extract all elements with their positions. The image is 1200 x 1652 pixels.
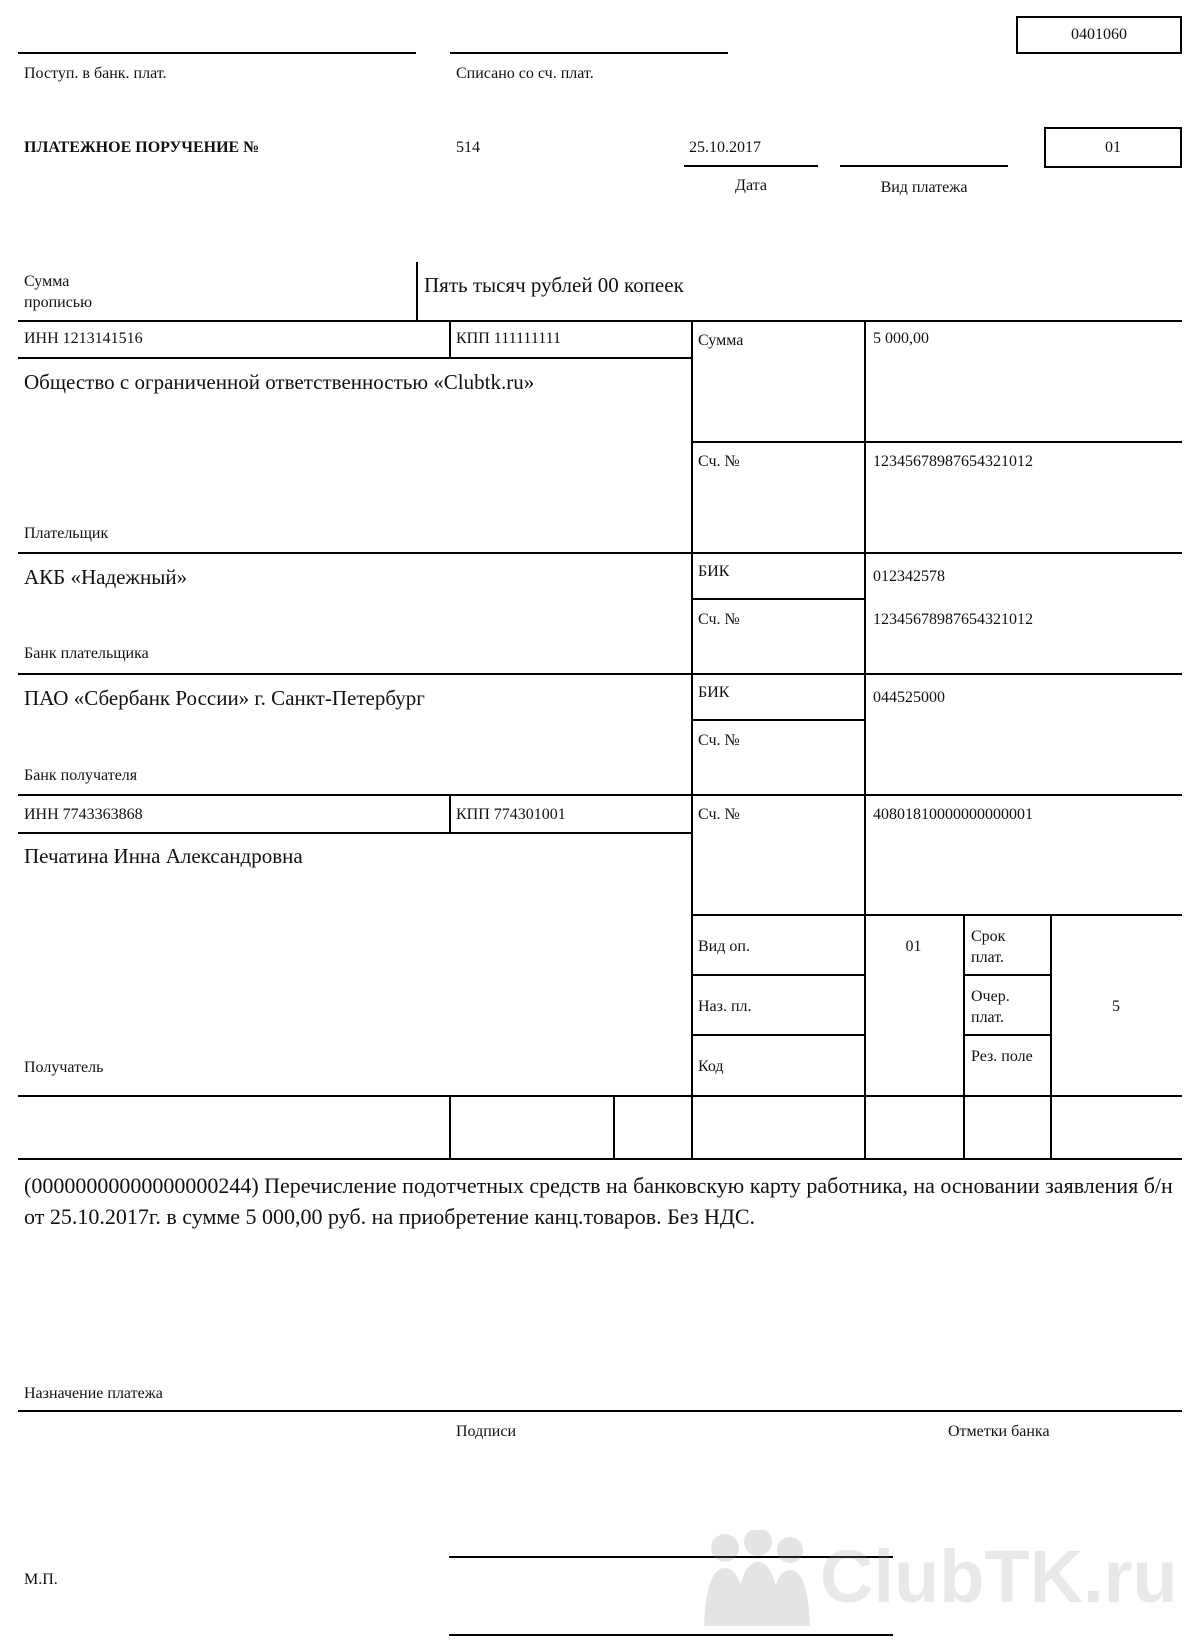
payer-bank-label: Банк плательщика: [24, 645, 149, 662]
sum-label: Сумма: [698, 332, 744, 349]
grid-line-6: [18, 1158, 1182, 1160]
bik2-line: [691, 719, 864, 721]
payment-purpose-text: (00000000000000000244) Перечисление подотчетных средств на банковскую карту работника, на основании заявления б/н от 25.10.2017г. в сумме 5 000,00 руб. на приобретение канц.товаров. Без НДС.: [24, 1173, 1173, 1229]
priority-label: Очер. плат.: [971, 988, 1010, 1026]
sum-value: 5 000,00: [873, 330, 929, 347]
clubtk-watermark: [690, 1530, 1190, 1630]
recipient-inn-line: [18, 832, 691, 834]
code-label: Код: [698, 1058, 724, 1075]
received-label: Поступ. в банк. плат.: [24, 65, 167, 82]
payer-bank-account-label: Сч. №: [698, 611, 740, 628]
document-date: 25.10.2017: [689, 139, 761, 156]
recipient-kpp: КПП 774301001: [456, 806, 566, 823]
payer-bank-account: 12345678987654321012: [873, 611, 1033, 628]
debited-label: Списано со сч. плат.: [456, 65, 594, 82]
people-logo-icon: [690, 1530, 820, 1630]
recipient-account-label: Сч. №: [698, 806, 740, 823]
bik1-line: [691, 598, 864, 600]
amount-words: Пять тысяч рублей 00 копеек: [424, 273, 684, 297]
document-number: 514: [456, 139, 480, 156]
tax-col-2: [613, 1095, 615, 1160]
recipient-account: 40801810000000000001: [873, 806, 1033, 823]
amount-words-label: Сумма прописью: [24, 273, 93, 311]
payer-name: Общество с ограниченной ответственностью «Clubtk.ru»: [24, 370, 535, 394]
received-line: [18, 52, 416, 54]
payer-inn-divider: [449, 320, 451, 357]
payer-account-label: Сч. №: [698, 453, 740, 470]
recipient-inn: ИНН 7743363868: [24, 806, 143, 823]
grid-col-sum-right: [864, 320, 866, 1160]
signature-line-2: [449, 1634, 893, 1636]
stamp-label: М.П.: [24, 1571, 58, 1588]
watermark-text: ClubTK.ru: [820, 1535, 1178, 1618]
grid-line-1: [18, 320, 1182, 322]
ops-row-line-1b: [963, 974, 1050, 976]
tax-col-1: [449, 1095, 451, 1160]
recipient-inn-divider: [449, 794, 451, 832]
payer-bank-bik: 012342578: [873, 568, 945, 585]
payment-type-line: [840, 165, 1008, 167]
operation-type-value: 01: [905, 938, 922, 955]
grid-line-3: [18, 673, 1182, 675]
ops-row-line-1a: [691, 974, 864, 976]
payer-inn: ИНН 1213141516: [24, 330, 143, 347]
grid-line-2: [18, 552, 1182, 554]
payer-account: 12345678987654321012: [873, 453, 1033, 470]
payer-kpp: КПП 111111111: [456, 330, 562, 347]
operation-type-label: Вид оп.: [698, 938, 750, 955]
payer-bank-name: АКБ «Надежный»: [24, 565, 188, 589]
ops-col-term-right: [1050, 914, 1052, 1160]
bank-marks-label: Отметки банка: [948, 1423, 1050, 1440]
date-line: [684, 165, 818, 167]
ops-col-term-left: [963, 914, 965, 1160]
term-label: Срок плат.: [971, 928, 1006, 966]
payment-purpose-label: Назначение платежа: [24, 1385, 163, 1402]
payer-inn-line: [18, 357, 691, 359]
recipient-bank-bik: 044525000: [873, 689, 945, 706]
debited-line: [450, 52, 728, 54]
reserve-label: Рез. поле: [971, 1048, 1033, 1065]
amount-words-divider: [416, 262, 418, 320]
recipient-bank-bik-label: БИК: [698, 684, 730, 701]
payer-bank-bik-label: БИК: [698, 563, 730, 580]
ops-row-line-2b: [963, 1034, 1050, 1036]
status-code-box: 01: [1044, 127, 1182, 168]
payer-label: Плательщик: [24, 525, 109, 542]
signatures-label: Подписи: [456, 1423, 517, 1440]
form-code: 0401060: [1016, 16, 1182, 54]
recipient-bank-account-label: Сч. №: [698, 732, 740, 749]
recipient-label: Получатель: [24, 1059, 104, 1076]
recipient-bank-name: ПАО «Сбербанк России» г. Санкт-Петербург: [24, 686, 425, 710]
payment-type-label: Вид платежа: [880, 179, 968, 196]
priority-value: 5: [1112, 998, 1120, 1015]
grid-line-5: [18, 1095, 1182, 1097]
recipient-bank-label: Банк получателя: [24, 767, 138, 784]
recipient-name: Печатина Инна Александровна: [24, 844, 303, 868]
document-title: ПЛАТЕЖНОЕ ПОРУЧЕНИЕ №: [24, 139, 260, 156]
purpose-code-label: Наз. пл.: [698, 998, 752, 1015]
ops-top-line: [691, 914, 1182, 916]
date-label: Дата: [735, 177, 767, 194]
purpose-bottom-line: [18, 1410, 1182, 1412]
grid-line-4: [18, 794, 1182, 796]
sum-bottom-line: [691, 441, 1182, 443]
ops-row-line-2a: [691, 1034, 864, 1036]
